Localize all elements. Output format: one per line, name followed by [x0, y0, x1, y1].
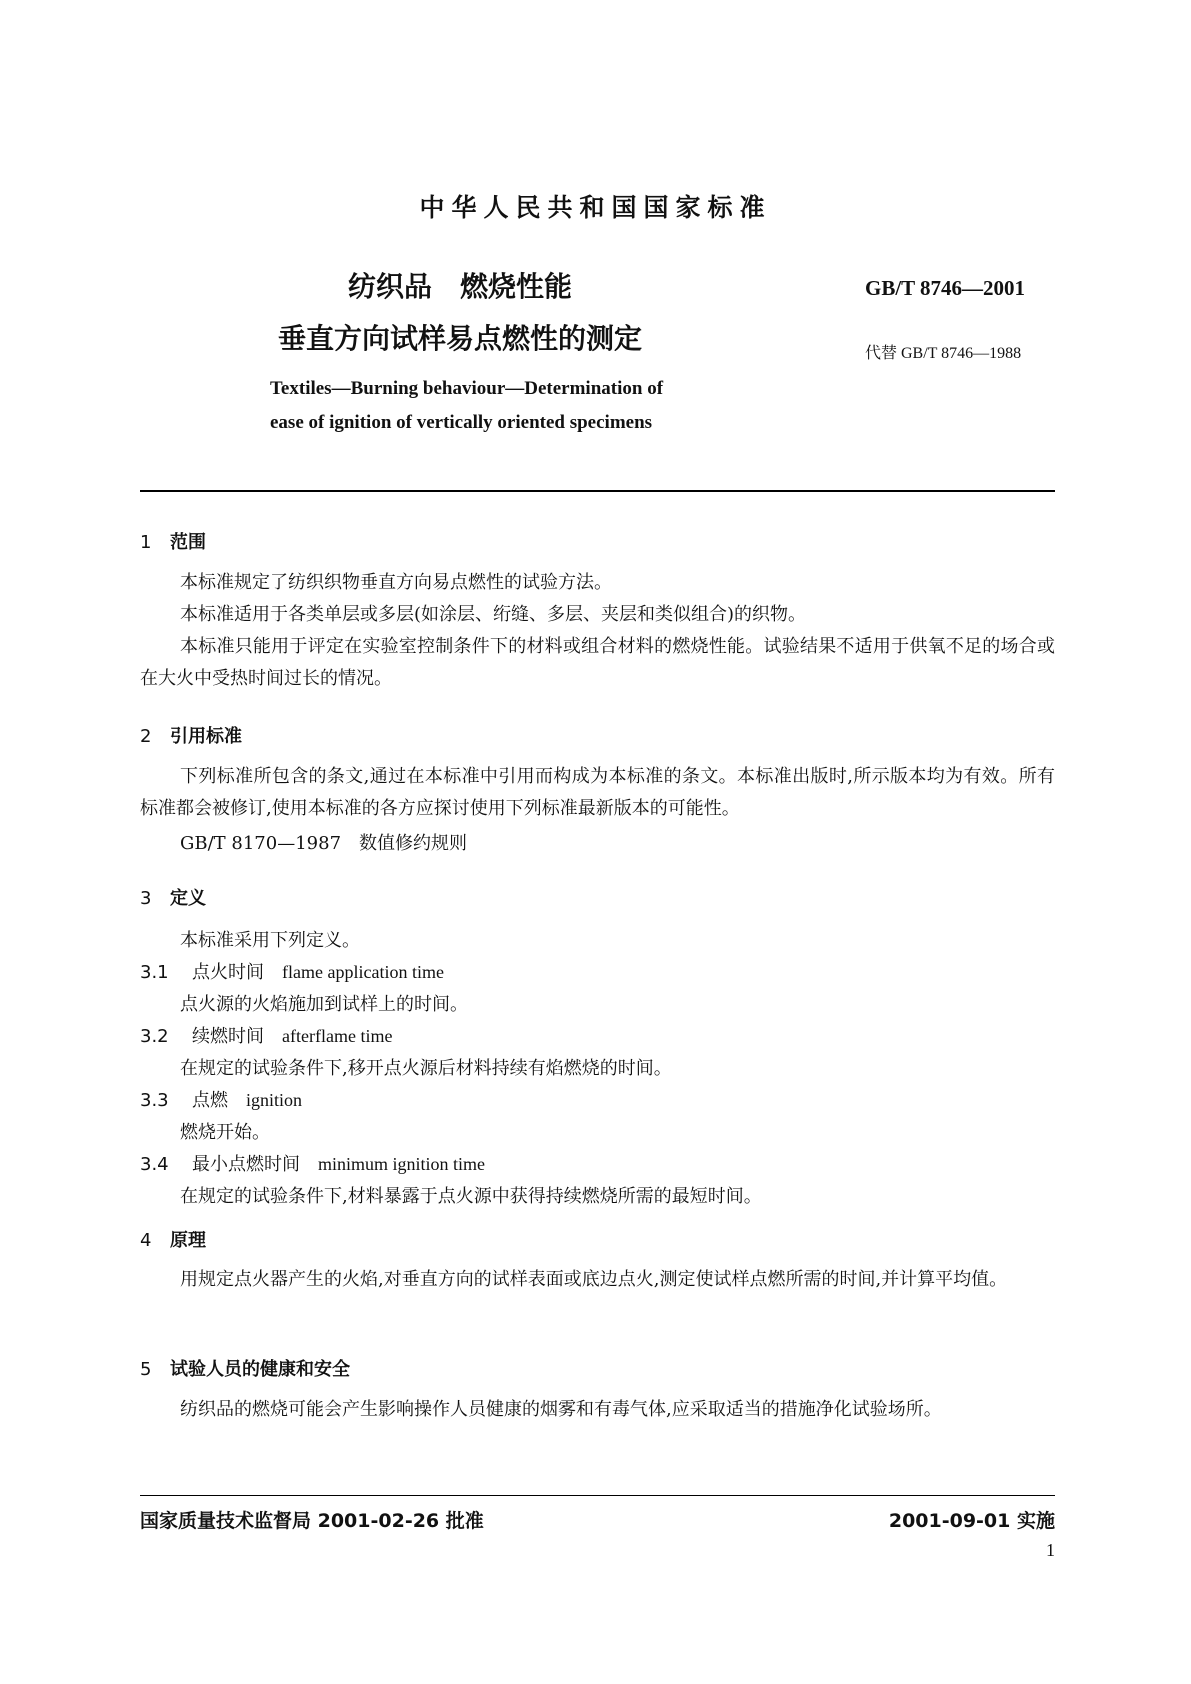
- paragraph: 本标准规定了纺织织物垂直方向易点燃性的试验方法。: [180, 572, 612, 593]
- document-title-line-2: 垂直方向试样易点燃性的测定: [277, 322, 642, 355]
- definition-term-en: afterflame time: [282, 1026, 393, 1046]
- paragraph: 本标准只能用于评定在实验室控制条件下的材料或组合材料的燃烧性能。试验结果不适用于供氧不足的场合或在大火中受热时间过长的情况。: [140, 636, 1055, 689]
- definition-term: 点燃: [192, 1090, 228, 1111]
- definition-term: 最小点燃时间: [192, 1154, 300, 1175]
- definition-heading: [140, 1150, 485, 1176]
- section-heading-scope: [140, 528, 206, 554]
- reference-standard: GB/T 8170—1987 数值修约规则: [180, 833, 468, 854]
- section-title: 试验人员的健康和安全: [170, 1359, 350, 1380]
- definition-number: 3.4: [140, 1154, 169, 1175]
- header-divider: [140, 490, 1055, 492]
- definition-text: 在规定的试验条件下,材料暴露于点火源中获得持续燃烧所需的最短时间。: [180, 1186, 762, 1207]
- section-heading-principle: [140, 1226, 206, 1252]
- section-number: 4: [140, 1230, 152, 1251]
- national-standard-title: 中华人民共和国国家标准: [419, 193, 772, 222]
- section-number: 1: [140, 532, 152, 553]
- document-title-line-1: 纺织品 燃烧性能: [347, 270, 572, 303]
- section-title: 范围: [170, 532, 206, 553]
- definition-heading: [140, 958, 444, 984]
- section-heading-definitions: [140, 884, 206, 910]
- section-number: 3: [140, 888, 152, 909]
- section-number: 2: [140, 726, 152, 747]
- paragraph: 纺织品的燃烧可能会产生影响操作人员健康的烟雾和有毒气体,应采取适当的措施净化试验场所。: [180, 1399, 942, 1420]
- definition-number: 3.2: [140, 1026, 169, 1047]
- definition-term-en: minimum ignition time: [318, 1154, 486, 1174]
- approval-info: 国家质量技术监督局 2001-02-26 批准: [140, 1510, 484, 1532]
- section-title: 原理: [170, 1230, 206, 1251]
- definition-text: 燃烧开始。: [180, 1122, 270, 1143]
- definition-term: 续燃时间: [192, 1026, 264, 1047]
- section-heading-health-safety: [140, 1355, 350, 1381]
- section-title: 定义: [170, 888, 206, 909]
- english-title-line-1: Textiles—Burning behaviour—Determination of: [270, 378, 664, 399]
- definition-text: 点火源的火焰施加到试样上的时间。: [180, 994, 468, 1015]
- footer-divider: [140, 1495, 1055, 1496]
- definition-text: 在规定的试验条件下,移开点火源后材料持续有焰燃烧的时间。: [180, 1058, 672, 1079]
- page-number: 1: [1046, 1540, 1055, 1560]
- section-title: 引用标准: [170, 726, 242, 747]
- definition-term-en: ignition: [246, 1090, 303, 1110]
- section-number: 5: [140, 1359, 152, 1380]
- definition-number: 3.1: [140, 962, 169, 983]
- english-title-line-2: ease of ignition of vertically oriented specimens: [270, 412, 653, 433]
- paragraph: 本标准适用于各类单层或多层(如涂层、绗缝、多层、夹层和类似组合)的织物。: [180, 604, 807, 625]
- paragraph: 用规定点火器产生的火焰,对垂直方向的试样表面或底边点火,测定使试样点燃所需的时间,并计算平均值。: [180, 1269, 1008, 1290]
- standard-code: GB/T 8746—2001: [865, 276, 1026, 300]
- effective-date: 2001-09-01 实施: [888, 1510, 1055, 1532]
- definitions-intro: 本标准采用下列定义。: [180, 930, 360, 951]
- definition-number: 3.3: [140, 1090, 169, 1111]
- definition-term-en: flame application time: [282, 962, 444, 982]
- definition-heading: [140, 1086, 302, 1112]
- replaces-standard: 代替 GB/T 8746—1988: [865, 345, 1022, 362]
- section-heading-normative-references: [140, 722, 242, 748]
- definition-term: 点火时间: [192, 962, 264, 983]
- definition-heading: [140, 1022, 392, 1048]
- paragraph: 下列标准所包含的条文,通过在本标准中引用而构成为本标准的条文。本标准出版时,所示版本均为有效。所有标准都会被修订,使用本标准的各方应探讨使用下列标准最新版本的可能性。: [140, 766, 1055, 819]
